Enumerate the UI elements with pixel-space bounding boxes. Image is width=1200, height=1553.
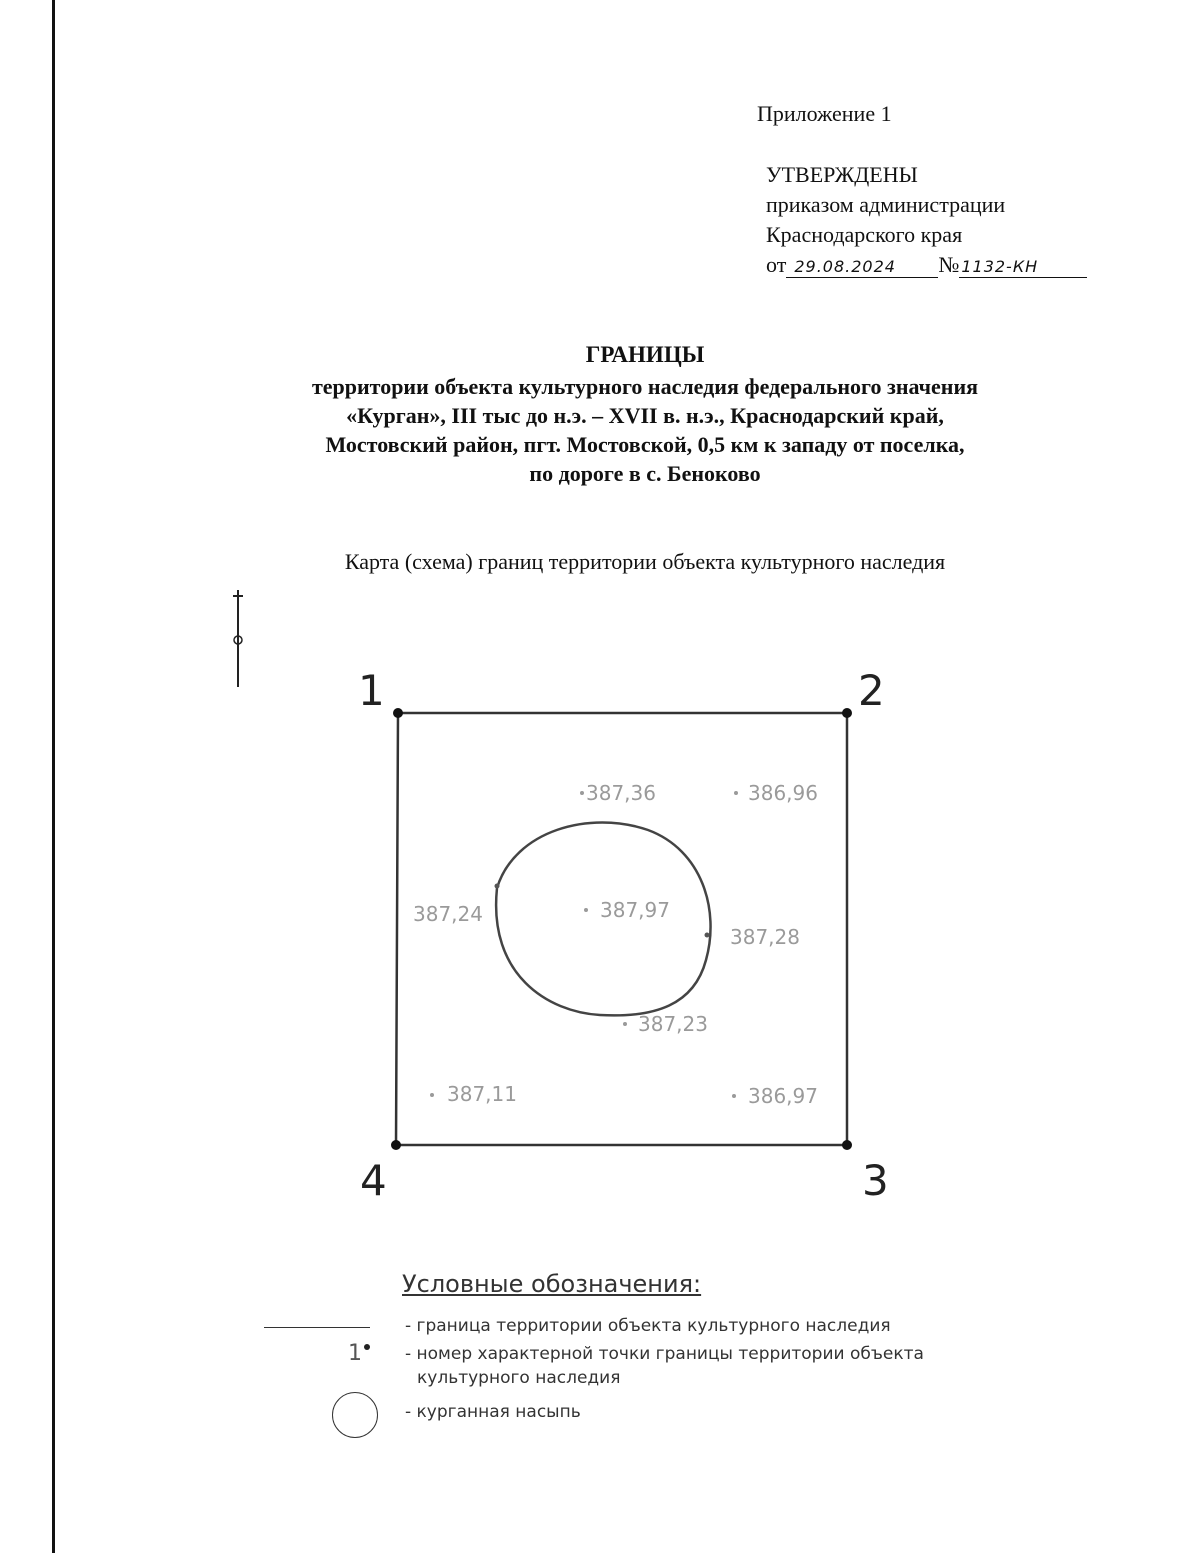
- title-line: территории объекта культурного наследия федерального значения: [311, 374, 979, 399]
- legend-text: - номер характерной точки границы территории объекта: [405, 1344, 924, 1364]
- elevation-label: 386,96: [748, 781, 818, 805]
- approval-no-sign: №: [938, 252, 960, 277]
- title-line: «Курган», III тыс до н.э. – XVII в. н.э., Краснодарский край,: [346, 403, 944, 428]
- corner-label-4: 4: [360, 1156, 387, 1205]
- approval-line3: Краснодарского края: [766, 222, 963, 247]
- point-number-label: 1: [348, 1341, 362, 1366]
- boundary-point: [393, 708, 403, 718]
- point-number-symbol: [348, 1341, 370, 1366]
- approval-line2: приказом администрации: [766, 192, 1006, 217]
- approval-date: 29.08.2024: [786, 257, 938, 278]
- approval-line1: УТВЕРЖДЕНЫ: [766, 162, 918, 187]
- boundary-point: [391, 1140, 401, 1150]
- mound-circle-symbol: [332, 1392, 378, 1438]
- legend-text-continued: культурного наследия: [417, 1368, 621, 1388]
- elevation-label: 387,97: [600, 898, 670, 922]
- boundary-point: [842, 1140, 852, 1150]
- legend-item-boundary: [262, 1316, 1082, 1340]
- appendix-label: Приложение 1: [757, 101, 892, 126]
- approval-number: 1132-КН: [959, 257, 1087, 278]
- title-line: Мостовский район, пгт. Мостовской, 0,5 км к западу от поселка,: [325, 432, 965, 457]
- north-arrow-icon: [233, 590, 243, 687]
- approval-from: от: [766, 252, 787, 277]
- corner-label-1: 1: [358, 666, 385, 715]
- elevation-marks: [413, 781, 818, 1108]
- legend-item-point: [262, 1341, 1082, 1394]
- elevation-label: 387,24: [413, 902, 483, 926]
- map-caption: Карта (схема) границ территории объекта культурного наследия: [344, 549, 946, 574]
- corner-label-3: 3: [862, 1156, 889, 1205]
- title-line: по дороге в с. Беноково: [529, 461, 761, 486]
- title-main: ГРАНИЦЫ: [585, 342, 705, 367]
- legend-text: - граница территории объекта культурного наследия: [405, 1316, 891, 1336]
- boundary-point: [842, 708, 852, 718]
- legend-item-mound: [262, 1402, 1082, 1432]
- elevation-label: 387,23: [638, 1012, 708, 1036]
- corner-label-2: 2: [858, 666, 885, 715]
- boundary-line-symbol: [264, 1327, 370, 1328]
- elevation-label: 387,28: [730, 925, 800, 949]
- legend-text: - курганная насыпь: [405, 1402, 581, 1422]
- legend-title: Условные обозначения:: [402, 1270, 702, 1298]
- elevation-label: 387,36: [586, 781, 656, 805]
- elevation-label: 387,11: [447, 1082, 517, 1106]
- legend: [262, 1270, 1082, 1440]
- elevation-label: 386,97: [748, 1084, 818, 1108]
